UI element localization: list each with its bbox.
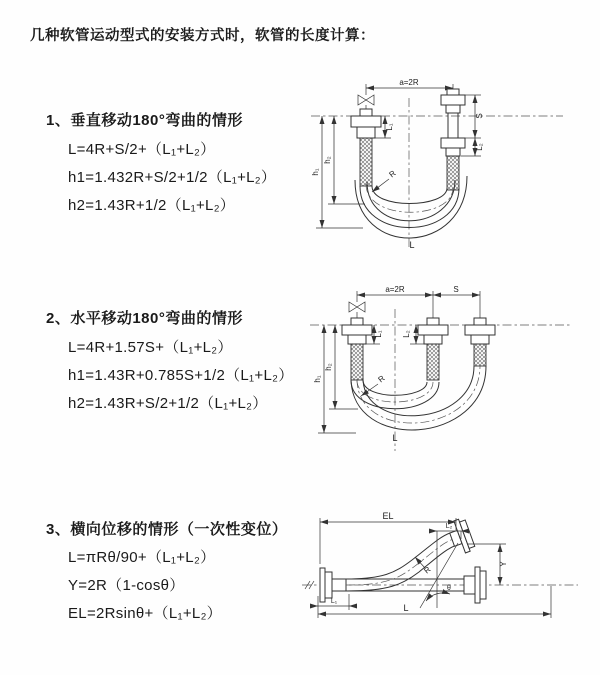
radius-leader <box>372 169 398 192</box>
dim-label-el: EL <box>382 511 394 521</box>
section-1-formula-h2: h2=1.43R+1/2（L₁+L₂） <box>68 197 236 214</box>
l1-dimension <box>310 594 357 610</box>
section-1-heading: 1、垂直移动180°弯曲的情形 <box>46 112 243 129</box>
dim-label-length: L <box>403 603 409 613</box>
top-span-dimension <box>366 78 453 95</box>
dim-label-l1: L₁ <box>385 123 394 131</box>
section-2-formula-L: L=4R+1.57S+（L₁+L₂） <box>68 339 233 356</box>
stroke-dimension <box>465 95 484 138</box>
middle-flange-assembly <box>418 318 448 380</box>
dim-label-y: Y <box>499 561 508 567</box>
displaced-hose-curve <box>346 533 457 591</box>
right-flange-original <box>464 567 486 603</box>
hose-u-curves <box>351 366 486 430</box>
dim-label-h1: h₁ <box>311 168 320 176</box>
diagram-vertical-180-bend <box>305 76 570 254</box>
diagram-lateral-displacement <box>298 506 583 631</box>
page-title: 几种软管运动型式的安装方式时，软管的长度计算： <box>30 28 375 44</box>
section-1-formula-L: L=4R+S/2+（L₁+L₂） <box>68 141 216 158</box>
radius-leader <box>361 374 387 396</box>
section-2-heading: 2、水平移动180°弯曲的情形 <box>46 310 243 327</box>
section-3-formula-EL: EL=2Rsinθ+（L₁+L₂） <box>68 605 222 622</box>
dim-label-l1: L₁ <box>330 598 338 605</box>
left-flange-assembly <box>342 318 372 380</box>
left-flange-assembly <box>351 109 381 186</box>
valve-icon <box>349 302 365 318</box>
top-dimensions <box>357 285 480 321</box>
dim-label-l2: L₂ <box>475 143 484 151</box>
dim-label-l2: L₂ <box>445 523 453 530</box>
section-3-formula-Y: Y=2R（1-cosθ） <box>68 577 185 594</box>
section-3-heading: 3、横向位移的情形（一次性变位） <box>46 521 288 538</box>
dim-label-s: S <box>475 113 484 119</box>
right-flange-assembly <box>441 89 465 190</box>
dim-label-length: L <box>392 433 398 443</box>
centerlines <box>311 98 563 250</box>
el-dimension <box>320 511 456 564</box>
dim-label-a2r: a=2R <box>385 285 405 294</box>
section-1-formula-h1: h1=1.432R+S/2+1/2（L₁+L₂） <box>68 169 277 186</box>
dim-label-a2r: a=2R <box>399 78 419 87</box>
theta-angle-construction <box>420 543 458 608</box>
dim-label-r: R <box>422 564 433 576</box>
dim-label-l1: L₁ <box>374 330 383 338</box>
section-3-formula-L: L=πRθ/90+（L₁+L₂） <box>68 549 216 566</box>
dim-label-h2: h₂ <box>323 156 332 164</box>
right-flange-assembly <box>465 318 495 366</box>
dim-label-s: S <box>453 285 459 294</box>
left-flange <box>320 568 346 602</box>
diagram-horizontal-180-bend <box>306 283 578 455</box>
section-2-formula-h2: h2=1.43R+S/2+1/2（L₁+L₂） <box>68 395 268 412</box>
dim-label-r: R <box>376 373 387 385</box>
section-2-formula-h1: h1=1.43R+0.785S+1/2（L₁+L₂） <box>68 367 294 384</box>
dim-label-theta: θ <box>447 585 451 592</box>
dim-label-h2: h₂ <box>324 363 333 371</box>
dim-label-l2: L₂ <box>402 330 411 338</box>
dim-label-length: L <box>409 240 415 250</box>
dim-label-r: R <box>387 168 398 180</box>
valve-icon <box>358 95 374 109</box>
h1-dimension <box>311 116 363 228</box>
dim-label-h1: h₁ <box>313 375 322 383</box>
